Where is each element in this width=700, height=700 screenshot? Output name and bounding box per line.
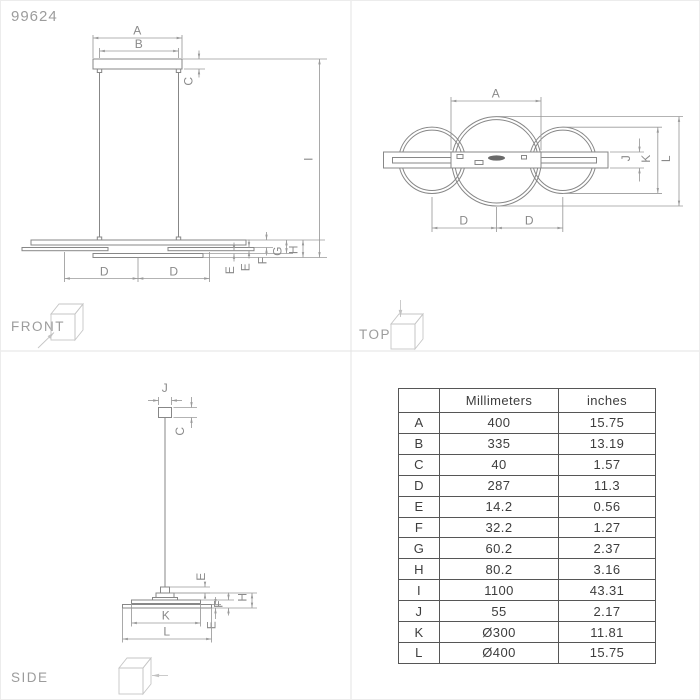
dim-key-cell: B (399, 433, 440, 454)
dim-value-cell: 55 (440, 601, 559, 622)
product-code: 99624 (11, 8, 58, 25)
dim-key-cell: F (399, 517, 440, 538)
side-dim-label-l: L (163, 624, 171, 639)
front-dim-label-c: C (181, 76, 196, 86)
front-middle-ring-edge (93, 254, 203, 258)
dim-value-cell: 2.17 (559, 601, 656, 622)
front-dim-label-a: A (133, 23, 142, 38)
table-row (399, 559, 656, 580)
dim-value-cell: 40 (440, 454, 559, 475)
side-view-label: SIDE (11, 670, 49, 685)
dim-key-cell: K (399, 622, 440, 643)
front-dim-label-i: I (301, 157, 316, 161)
dim-value-cell: 11.3 (559, 475, 656, 496)
table-row (399, 538, 656, 559)
front-view-label: FRONT (11, 319, 65, 334)
table-row (399, 642, 656, 663)
dim-value-cell: 14.2 (440, 496, 559, 517)
front-dim-label-d2: D (169, 264, 179, 279)
dim-key-cell: H (399, 559, 440, 580)
table-row (399, 433, 656, 454)
dim-value-cell: 2.37 (559, 538, 656, 559)
front-dim-label-e1: E (223, 265, 237, 275)
dim-value-cell: 43.31 (559, 580, 656, 601)
dim-value-cell: 13.19 (559, 433, 656, 454)
front-view-indicator (11, 304, 83, 348)
front-dim-label-d1: D (99, 264, 110, 279)
dim-value-cell: 15.75 (559, 642, 656, 663)
dim-value-cell: 0.56 (559, 496, 656, 517)
dim-key-cell: A (399, 413, 440, 434)
table-row (399, 580, 656, 601)
dim-value-cell: 400 (440, 413, 559, 434)
front-view-drawing (22, 24, 327, 283)
table-row (399, 454, 656, 475)
dim-value-cell: 11.81 (559, 622, 656, 643)
front-left-ring-edge (22, 248, 108, 251)
front-cable-mount-right (176, 69, 180, 73)
table-row (399, 475, 656, 496)
front-canopy (93, 59, 182, 69)
side-dim-label-k: K (161, 608, 171, 623)
table-row (399, 496, 656, 517)
dim-value-cell: 1.57 (559, 454, 656, 475)
top-view-drawing (384, 87, 684, 233)
table-header-blank (399, 389, 440, 413)
top-dim-label-d1: D (459, 213, 469, 228)
dim-value-cell: Ø400 (440, 642, 559, 663)
side-large-ring-edge (123, 605, 212, 609)
front-dim-label-b: B (134, 36, 144, 51)
top-canopy-driver (488, 155, 505, 160)
side-dim-label-j: J (161, 381, 169, 395)
dim-key-cell: G (399, 538, 440, 559)
side-dim-label-h: H (235, 592, 250, 602)
front-dim-label-h: H (286, 244, 301, 255)
dim-key-cell: D (399, 475, 440, 496)
table-header-millimeters: Millimeters (440, 389, 559, 413)
side-view-indicator (11, 658, 168, 694)
table-body (399, 413, 656, 664)
top-dim-label-d2: D (524, 213, 535, 228)
dim-value-cell: 335 (440, 433, 559, 454)
side-bar-end (156, 593, 174, 598)
table-row (399, 601, 656, 622)
side-cable-gripper (161, 587, 170, 593)
dim-value-cell: 32.2 (440, 517, 559, 538)
dimension-table (398, 388, 656, 664)
dim-value-cell: 1.27 (559, 517, 656, 538)
top-dim-label-k: K (639, 154, 653, 163)
dim-value-cell: 3.16 (559, 559, 656, 580)
top-dim-label-j: J (619, 154, 633, 162)
table-header-row (399, 389, 656, 413)
top-view-indicator (359, 300, 423, 349)
dim-value-cell: 287 (440, 475, 559, 496)
dim-value-cell: Ø300 (440, 622, 559, 643)
top-dim-label-a: A (491, 86, 501, 101)
top-dim-label-l: L (659, 154, 673, 163)
front-cable-mount-left (97, 69, 101, 73)
side-dim-label-e1: E (194, 572, 208, 581)
front-dim-label-g: G (270, 246, 285, 256)
table-row (399, 413, 656, 434)
table-header-inches: inches (559, 389, 656, 413)
front-right-ring-edge (168, 248, 254, 251)
table-row (399, 622, 656, 643)
side-dim-label-f: F (211, 600, 226, 608)
table-row (399, 517, 656, 538)
front-light-bar (31, 240, 246, 245)
dim-value-cell: 80.2 (440, 559, 559, 580)
side-small-ring-edge (132, 600, 201, 604)
front-dim-label-f: F (255, 256, 270, 265)
dim-value-cell: 60.2 (440, 538, 559, 559)
side-dim-label-c: C (173, 426, 187, 436)
side-canopy (159, 408, 172, 418)
top-cube-icon (391, 300, 423, 349)
dim-key-cell: L (399, 642, 440, 663)
dim-key-cell: J (399, 601, 440, 622)
front-dim-label-e2: E (238, 262, 253, 272)
dim-key-cell: I (399, 580, 440, 601)
dim-value-cell: 1100 (440, 580, 559, 601)
side-dim-label-e2: E (204, 620, 219, 630)
dim-key-cell: C (399, 454, 440, 475)
side-view-drawing (123, 381, 258, 643)
dim-key-cell: E (399, 496, 440, 517)
top-view-label: TOP (359, 327, 392, 342)
dim-value-cell: 15.75 (559, 413, 656, 434)
side-cube-icon (119, 658, 168, 694)
